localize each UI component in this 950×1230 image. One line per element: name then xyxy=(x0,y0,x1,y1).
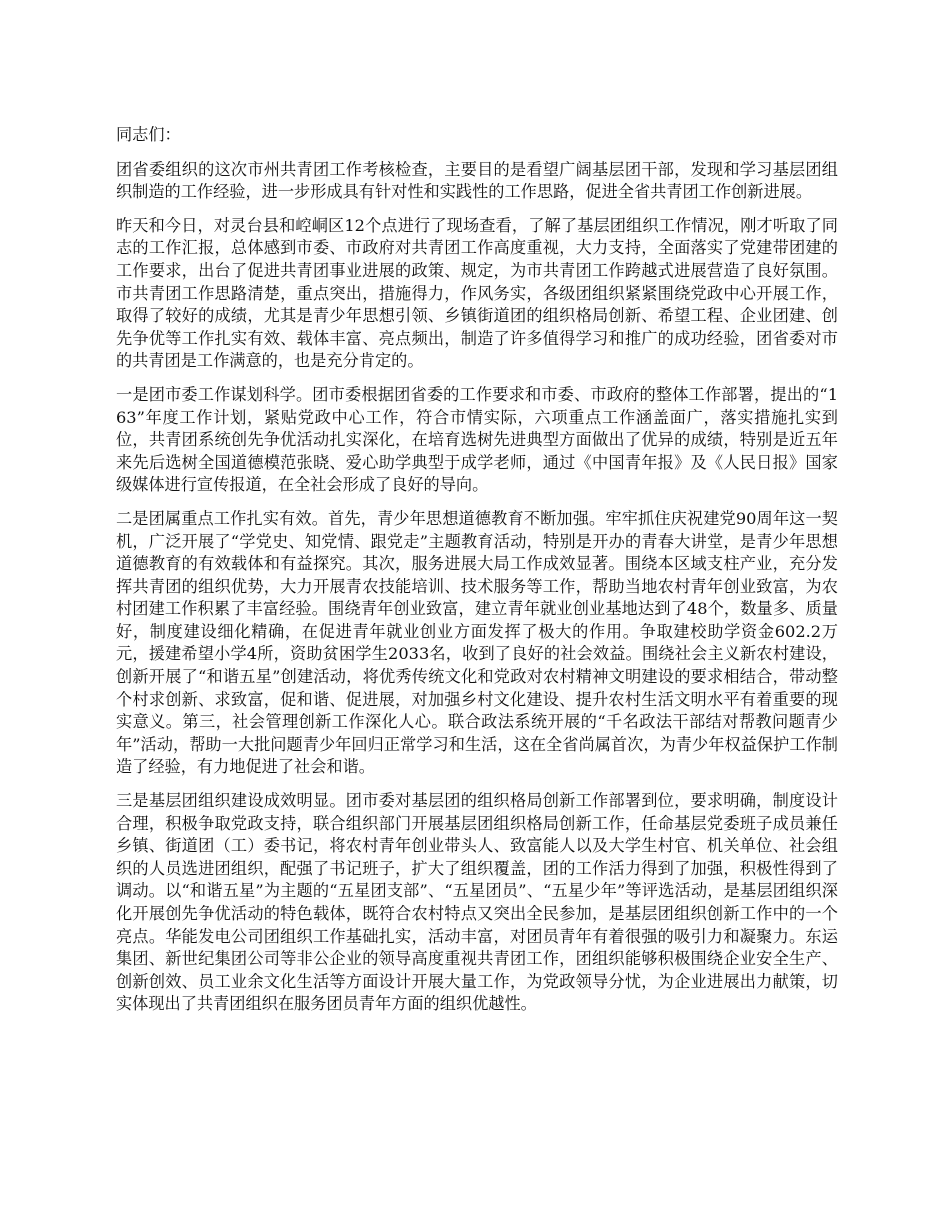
paragraph-intro: 团省委组织的这次市州共青团工作考核检查，主要目的是看望广阔基层团干部，发现和学习基层团组织制造的工作经验，进一步形成具有针对性和实践性的工作思路，促进全省共青团工作创新进展。 xyxy=(116,159,838,202)
paragraph-point-three: 三是基层团组织建设成效明显。团市委对基层团的组织格局创新工作部署到位，要求明确，制度设计合理，积极争取党政支持，联合组织部门开展基层团组织格局创新工作，任命基层党委班子成员兼任乡镇、街道团（工）委书记，将农村青年创业带头人、致富能人以及大学生村官、机关单位、社会组织的人员选进团组织，配强了书记班子，扩大了组织覆盖，团的工作活力得到了加强，积极性得到了调动。以“和谐五星”为主题的“五星团支部”、“五星团员”、“五星少年”等评选活动，是基层团组织深化开展创先争优活动的特色载体，既符合农村特点又突出全民参加，是基层团组织创新工作中的一个亮点。华能发电公司团组织工作基础扎实，活动丰富，对团员青年有着很强的吸引力和凝聚力。东运集团、新世纪集团公司等非公企业的领导高度重视共青团工作，团组织能够积极围绕企业安全生产、创新创效、员工业余文化生活等方面设计开展大量工作，为党政领导分忧，为企业进展出力献策，切实体现出了共青团组织在服务团员青年方面的组织优越性。 xyxy=(116,791,838,1014)
paragraph-inspection-summary: 昨天和今日，对灵台县和崆峒区12个点进行了现场查看，了解了基层团组织工作情况，刚才听取了同志的工作汇报，总体感到市委、市政府对共青团工作高度重视，大力支持，全面落实了党建带团建的工作要求，出台了促进共青团事业进展的政策、规定，为市共青团工作跨越式进展营造了良好氛围。市共青团工作思路清楚，重点突出，措施得力，作风务实，各级团组织紧紧围绕党政中心开展工作，取得了较好的成绩，尤其是青少年思想引领、乡镇街道团的组织格局创新、希望工程、企业团建、创先争优等工作扎实有效、载体丰富、亮点频出，制造了许多值得学习和推广的成功经验，团省委对市的共青团是工作满意的，也是充分肯定的。 xyxy=(116,215,838,371)
paragraph-point-one: 一是团市委工作谋划科学。团市委根据团省委的工作要求和市委、市政府的整体工作部署，提出的“163”年度工作计划，紧贴党政中心工作，符合市情实际，六项重点工作涵盖面广，落实措施扎实到位，共青团系统创先争优活动扎实深化，在培育选树先进典型方面做出了优异的成绩，特别是近五年来先后选树全国道德模范张晓、爱心助学典型于成学老师，通过《中国青年报》及《人民日报》国家级媒体进行宣传报道，在全社会形成了良好的导向。 xyxy=(116,384,838,495)
document-body xyxy=(116,124,838,1027)
salutation: 同志们： xyxy=(116,125,181,144)
paragraph-point-two: 二是团属重点工作扎实有效。首先，青少年思想道德教育不断加强。牢牢抓住庆祝建党90周年这一契机，广泛开展了“学党史、知党情、跟党走”主题教育活动，特别是开办的青春大讲堂，是青少年思想道德教育的有效载体和有益探究。其次，服务进展大局工作成效显著。围绕本区域支柱产业，充分发挥共青团的组织优势，大力开展青农技能培训、技术服务等工作，帮助当地农村青年创业致富，为农村团建工作积累了丰富经验。围绕青年创业致富，建立青年就业创业基地达到了48个，数量多、质量好，制度建设细化精确，在促进青年就业创业方面发挥了极大的作用。争取建校助学资金602.2万元，援建希望小学4所，资助贫困学生2033名，收到了良好的社会效益。围绕社会主义新农村建设，创新开展了“和谐五星”创建活动，将优秀传统文化和党政对农村精神文明建设的要求相结合，带动整个村求创新、求致富，促和谐、促进展，对加强乡村文化建设、提升农村生活文明水平有着重要的现实意义。第三，社会管理创新工作深化人心。联合政法系统开展的“千名政法干部结对帮教问题青少年”活动，帮助一大批问题青少年回归正常学习和生活，这在全省尚属首次，为青少年权益保护工作制造了经验，有力地促进了社会和谐。 xyxy=(116,508,838,777)
